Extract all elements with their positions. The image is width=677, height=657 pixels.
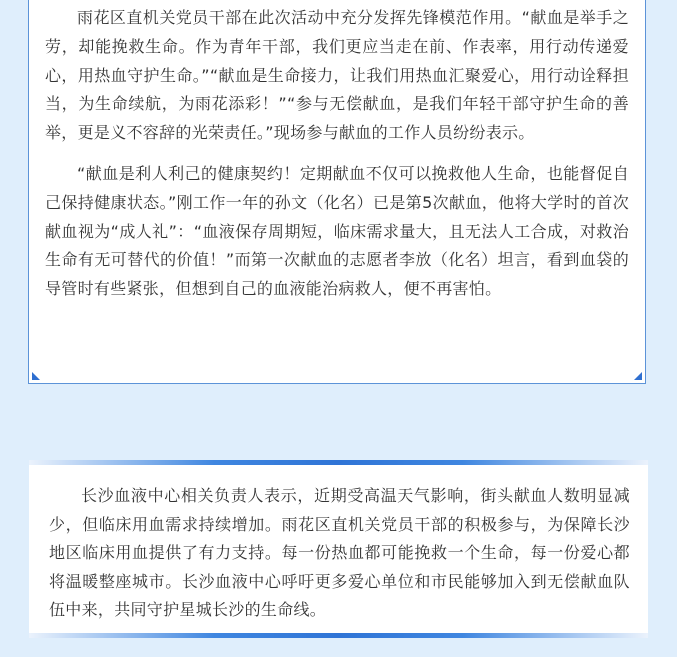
paragraph-blood-center-statement: 长沙血液中心相关负责人表示，近期受高温天气影响，街头献血人数明显减少，但临床用血需求持续增加。雨花区直机关党员干部的积极参与，为保障长沙地区临床用血提供了有力支持。每一份热血都可能挽救一个生命，每一份爱心都将温暖整座城市。长沙血液中心呼吁更多爱心单位和市民能够加入到无偿献血队伍中来，共同守护星城长沙的生命线。 [49, 486, 630, 620]
corner-triangle-icon-right [634, 372, 642, 380]
blue-gradient-divider-top [29, 460, 648, 465]
corner-triangle-icon-left [32, 372, 40, 380]
paragraph-donor-stories: “献血是利人利己的健康契约！定期献血不仅可以挽救他人生命，也能督促自己保持健康状态。”刚工作一年的孙文（化名）已是第5次献血，他将大学时的首次献血视为“成人礼”：“血液保存周期短，临床需求量大，且无法人工合成，对救治生命有无可替代的价值！”而第一次献血的志愿者李放（化名）坦言，看到血袋的导管时有些紧张，但想到自己的血液能治病救人，便不再害怕。 [45, 163, 629, 299]
paragraph-activity-quotes: 雨花区直机关党员干部在此次活动中充分发挥先锋模范作用。“献血是举手之劳，却能挽救生命。作为青年干部，我们更应当走在前、作表率，用行动传递爱心，用热血守护生命。”“献血是生命接力，让我们用热血汇聚爱心，用行动诠释担当，为生命续航，为雨花添彩！”“参与无偿献血，是我们年轻干部守护生命的善举，更是义不容辞的光荣责任。”现场参与献血的工作人员纷纷表示。 [45, 8, 629, 143]
article-card-bottom [29, 460, 648, 638]
article-card-top [28, 0, 646, 384]
blue-gradient-divider-bottom [29, 633, 648, 638]
